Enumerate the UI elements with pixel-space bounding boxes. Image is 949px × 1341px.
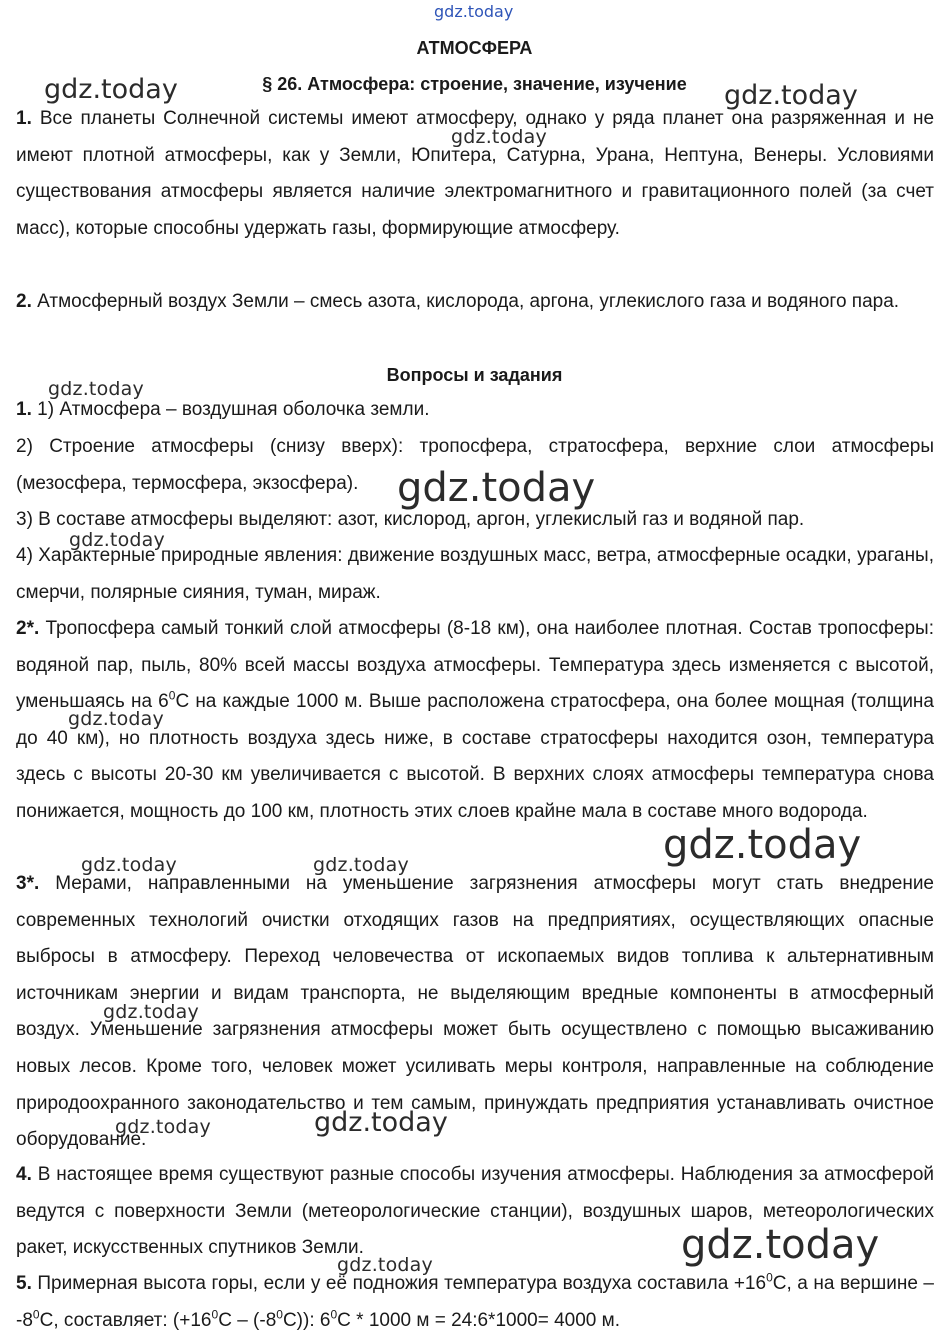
answer-text: В настоящее время существуют разные способы изучения атмосферы. Наблюдения за атмосферой ведутся с поверхности Земли (метеорологические станции), воздушных шаров, метеорологических ракет, искусственных спутников Земли. <box>16 1164 935 1259</box>
answer-4 <box>16 1157 934 1267</box>
degree-mark: 0 <box>211 1307 219 1322</box>
watermark: gdz.today <box>69 529 165 551</box>
answer-text: Мерами, направленными на уменьшение загрязнения атмосферы могут стать внедрение современных технологий очистки отходящих газов на предприятиях, осуществляющих опасные выбросы в атмосферу. Переход человечества от ископаемых видов топлива к альтернативным источникам энергии и видам транспорта, не выделяющим вредные компоненты в атмосферный воздух. Уменьшение загрязнения атмосферы может быть осуществлено с помощью высаживанию новых лесов. Кроме того, человек может усиливать меры контроля, направленные на соблюдение природоохранного законодательство и тем самым, принуждать предприятия устанавливать очистное оборудование. <box>16 873 934 1151</box>
degree-mark: 0 <box>276 1307 283 1322</box>
degree-mark: 0 <box>32 1307 40 1322</box>
answer-number: 1. <box>16 399 32 420</box>
answer-text: Примерная высота горы, если у её подножия температура воздуха составила +16 <box>37 1273 767 1294</box>
watermark: gdz.today <box>681 1222 880 1268</box>
watermark: gdz.today <box>103 1001 199 1023</box>
section-title: § 26. Атмосфера: строение, значение, изучение <box>262 74 687 94</box>
watermark: gdz.today <box>81 854 177 876</box>
answer-1-item-4: 4) Характерные природные явления: движение воздушных масс, ветра, атмосферные осадки, ураганы, смерчи, полярные сияния, туман, мираж. <box>16 545 934 603</box>
answer-text-cont: С на каждые 1000 м. Выше расположена стратосфера, она более мощная (толщина до 40 км), но плотность воздуха здесь ниже, в составе стратосферы находится озон, температура здесь с высоты 20-30 км увеличивается с высотой. В верхних слоях атмосферы температура снова понижается, мощность до 100 км, плотность этих слоев крайне мала в составе много водорода. <box>16 691 934 822</box>
watermark: gdz.today <box>68 708 164 730</box>
answer-1-item-2: 2) Строение атмосферы (снизу вверх): тропосфера, стратосфера, верхние слои атмосферы (мезосфера, термосфера, экзосфера). <box>16 436 934 494</box>
watermark: gdz.today <box>115 1116 211 1138</box>
answer-text: 1) Атмосфера – воздушная оболочка земли. <box>37 399 430 420</box>
questions-title: Вопросы и задания <box>386 365 563 385</box>
answer-5 <box>16 1266 934 1339</box>
answer-1-item-1 <box>16 392 934 429</box>
paragraph-text: Все планеты Солнечной системы имеют атмосферу, однако у ряда планет она разряженная и не имеют плотной атмосферы, как у Земли, Юпитера, Сатурна, Урана, Нептуна, Венеры. Условиями существования атмосферы является наличие электромагнитного и гравитационного полей (за счет масс), которые способны удержать газы, формирующие атмосферу. <box>16 108 935 239</box>
paragraph-text: Атмосферный воздух Земли – смесь азота, кислорода, аргона, углекислого газа и водяного пара. <box>37 291 900 312</box>
answer-text: С * 1000 м = 24:6*1000= 4000 м. <box>337 1309 620 1331</box>
answer-text: Тропосфера самый тонкий слой атмосферы (8-18 км), она наиболее плотная. Состав тропосферы: водяной пар, пыль, 80% всей массы воздуха атмосферы. Температура здесь изменяется с высотой, уменьшаясь на 6 <box>16 618 934 713</box>
answer-text: С)): 6 <box>282 1309 331 1331</box>
watermark: gdz.today <box>337 1254 433 1276</box>
watermark: gdz.today <box>314 1107 448 1138</box>
watermark: gdz.today <box>44 74 178 105</box>
degree-mark: 0 <box>766 1270 773 1285</box>
answer-1-item-3: 3) В составе атмосферы выделяют: азот, кислород, аргон, углекислый газ и водяной пар. <box>16 509 805 530</box>
watermark: gdz.today <box>397 465 596 511</box>
watermark: gdz.today <box>48 378 144 400</box>
paragraph-number: 2. <box>16 291 32 312</box>
watermark: gdz.today <box>313 854 409 876</box>
watermark: gdz.today <box>663 822 862 868</box>
answer-number: 4. <box>16 1164 32 1185</box>
degree-mark: 0 <box>168 688 176 703</box>
watermark: gdz.today <box>451 126 547 148</box>
degree-mark: 0 <box>330 1307 338 1322</box>
answer-number: 3*. <box>16 873 40 894</box>
intro-paragraph-1 <box>16 101 934 247</box>
paragraph-number: 1. <box>16 108 32 129</box>
answer-text: С, а на вершине – -8 <box>16 1273 934 1331</box>
answer-text: С – (-8 <box>218 1309 277 1331</box>
answer-number: 2*. <box>16 618 40 639</box>
answer-text: С, составляет: (+16 <box>39 1309 212 1331</box>
answer-2 <box>16 611 934 831</box>
watermark-top: gdz.today <box>434 2 514 21</box>
intro-paragraph-2 <box>16 284 934 321</box>
watermark: gdz.today <box>724 80 858 111</box>
answer-3 <box>16 866 934 1159</box>
answer-number: 5. <box>16 1273 32 1294</box>
page-title: АТМОСФЕРА <box>416 38 533 58</box>
